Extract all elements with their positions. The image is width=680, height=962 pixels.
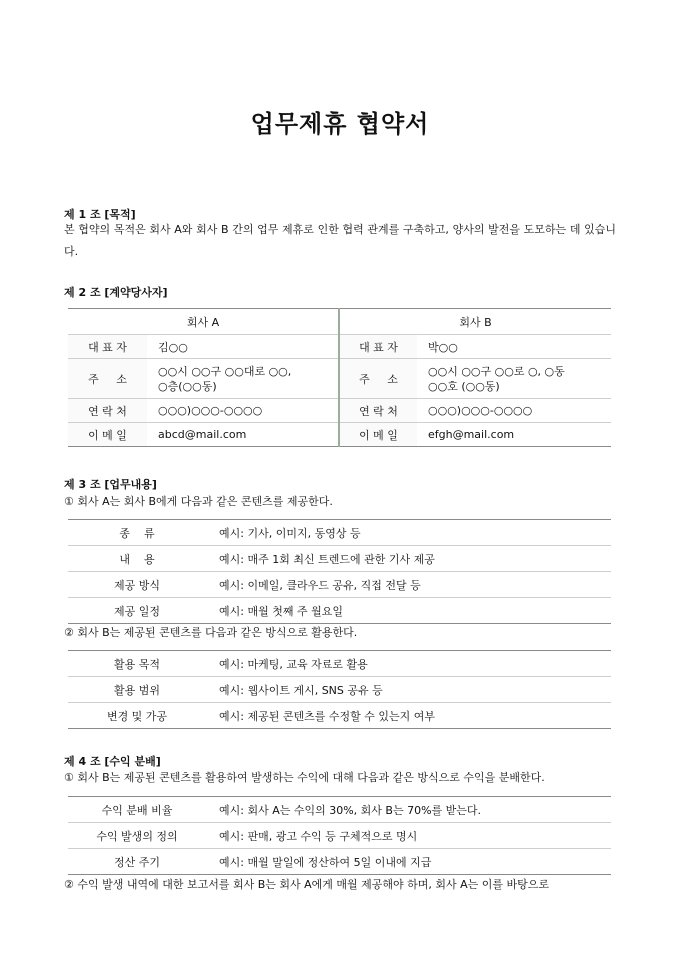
- article-4-item-2: ② 수익 발생 내역에 대한 보고서를 회사 B는 회사 A에게 매월 제공해야 하며, 회사 A는 이를 바탕으로: [64, 878, 550, 891]
- phone-label-a: 연 락 처: [68, 399, 147, 423]
- addr-label-b: [339, 359, 417, 399]
- row-value: 예시: 매월 첫째 주 월요일: [206, 598, 611, 624]
- addr-a-line1: ○○시 ○○구 ○○대로 ○○,: [158, 364, 292, 378]
- addr-b-line1: ○○시 ○○구 ○○로 ○, ○동: [428, 364, 565, 378]
- table-row: [68, 703, 611, 729]
- email-value-b: efgh@mail.com: [417, 423, 611, 447]
- row-key: 활용 범위: [68, 677, 206, 703]
- row-value: 예시: 제공된 콘텐츠를 수정할 수 있는지 여부: [206, 703, 611, 729]
- article-4-item-1: ① 회사 B는 제공된 콘텐츠를 활용하여 발생하는 수익에 대해 다음과 같은 방식으로 수익을 분배한다.: [64, 771, 545, 784]
- row-key: 제공 일정: [68, 598, 206, 624]
- table-row: [68, 598, 611, 624]
- email-label-a: 이 메 일: [68, 423, 147, 447]
- row-key: 정산 주기: [68, 849, 206, 875]
- row-value: 예시: 매주 1회 최신 트렌드에 관한 기사 제공: [206, 546, 611, 572]
- article-1-body: 본 협약의 목적은 회사 A와 회사 B 간의 업무 제휴로 인한 협력 관계를 구축하고, 양사의 발전을 도모하는 데 있습니다.: [64, 223, 616, 258]
- addr-b-line2: ○○호 (○○동): [428, 379, 500, 393]
- phone-value-a: ○○○)○○○-○○○○: [147, 399, 339, 423]
- address-row: [68, 359, 611, 399]
- article-4-heading: 제 4 조 [수익 분배]: [64, 755, 161, 768]
- representative-row: [68, 335, 611, 359]
- article-3-heading: 제 3 조 [업무내용]: [64, 478, 157, 491]
- addr-value-a: [147, 359, 339, 399]
- addr-label-a: [68, 359, 147, 399]
- rep-label-a: 대 표 자: [68, 335, 147, 359]
- row-key: 수익 분배 비율: [68, 797, 206, 823]
- content-usage-table: [68, 650, 611, 729]
- addr-value-b: [417, 359, 611, 399]
- company-a-header: 회사 A: [68, 309, 339, 335]
- phone-label-b: 연 락 처: [339, 399, 417, 423]
- row-value: 예시: 이메일, 클라우드 공유, 직접 전달 등: [206, 572, 611, 598]
- addr-label-b-text: 주 소: [359, 372, 398, 386]
- rep-value-b: 박○○: [417, 335, 611, 359]
- revenue-sharing-table: [68, 796, 611, 875]
- rep-label-b: 대 표 자: [339, 335, 417, 359]
- row-key: 활용 목적: [68, 651, 206, 677]
- row-key: 제공 방식: [68, 572, 206, 598]
- row-key: 변경 및 가공: [68, 703, 206, 729]
- parties-header-row: [68, 309, 611, 335]
- row-value: 예시: 매월 말일에 정산하여 5일 이내에 지급: [206, 849, 611, 875]
- phone-row: [68, 399, 611, 423]
- addr-a-line2: ○층(○○동): [158, 379, 217, 393]
- company-b-header: 회사 B: [339, 309, 611, 335]
- row-key: 종 류: [68, 520, 206, 546]
- phone-value-b: ○○○)○○○-○○○○: [417, 399, 611, 423]
- table-row: [68, 823, 611, 849]
- article-1-heading: 제 1 조 [목적]: [64, 208, 136, 221]
- content-provision-table: [68, 519, 611, 624]
- row-value: 예시: 마케팅, 교육 자료로 활용: [206, 651, 611, 677]
- addr-label-a-text: 주 소: [88, 372, 127, 386]
- rep-value-a: 김○○: [147, 335, 339, 359]
- row-value: 예시: 판매, 광고 수익 등 구체적으로 명시: [206, 823, 611, 849]
- table-row: [68, 651, 611, 677]
- article-2-heading: 제 2 조 [계약당사자]: [64, 286, 168, 299]
- table-row: [68, 849, 611, 875]
- email-row: [68, 423, 611, 447]
- row-value: 예시: 기사, 이미지, 동영상 등: [206, 520, 611, 546]
- table-row: [68, 546, 611, 572]
- table-row: [68, 572, 611, 598]
- document-title: 업무제휴 협약서: [250, 110, 430, 138]
- table-row: [68, 797, 611, 823]
- table-row: [68, 520, 611, 546]
- table-row: [68, 677, 611, 703]
- row-key: 내 용: [68, 546, 206, 572]
- email-label-b: 이 메 일: [339, 423, 417, 447]
- parties-table: [68, 308, 611, 447]
- email-value-a: abcd@mail.com: [147, 423, 339, 447]
- article-3-item-1: ① 회사 A는 회사 B에게 다음과 같은 콘텐츠를 제공한다.: [64, 495, 333, 508]
- article-3-item-2: ② 회사 B는 제공된 콘텐츠를 다음과 같은 방식으로 활용한다.: [64, 626, 358, 639]
- row-value: 예시: 회사 A는 수익의 30%, 회사 B는 70%를 받는다.: [206, 797, 611, 823]
- row-key: 수익 발생의 정의: [68, 823, 206, 849]
- row-value: 예시: 웹사이트 게시, SNS 공유 등: [206, 677, 611, 703]
